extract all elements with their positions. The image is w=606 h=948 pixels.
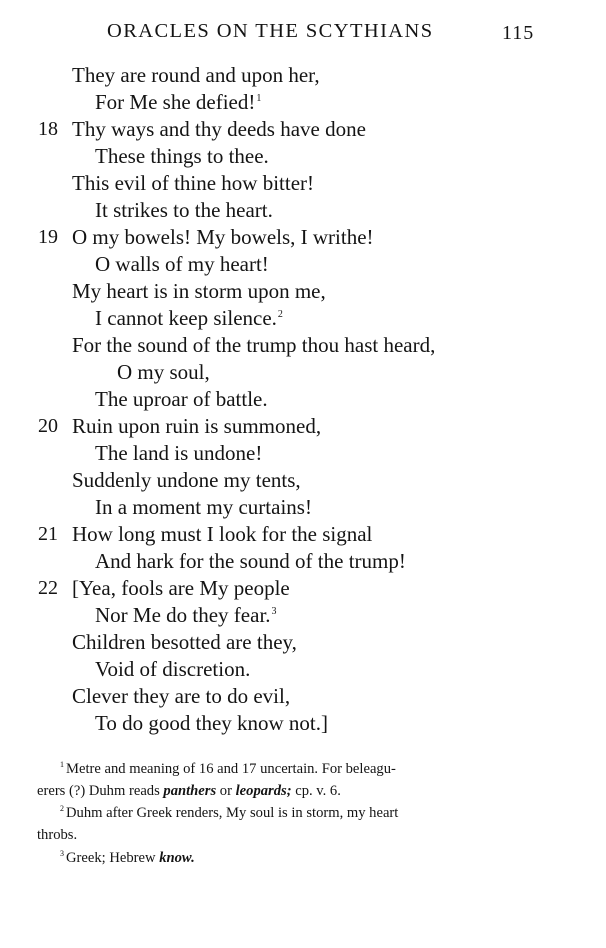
verse-number: 18 bbox=[38, 118, 58, 140]
line-text: This evil of thine how bitter! bbox=[72, 171, 315, 195]
poem-line bbox=[0, 170, 606, 197]
poem-line bbox=[0, 332, 606, 359]
footnote-text: cp. v. 6. bbox=[291, 783, 341, 799]
footnote-mark: 3 bbox=[60, 849, 64, 859]
line-text: These things to thee. bbox=[95, 144, 269, 168]
footnote-mark: 2 bbox=[60, 804, 64, 814]
line-text: It strikes to the heart. bbox=[95, 198, 273, 222]
footnote-text: Metre and meaning of 16 and 17 uncertain. For beleagu- bbox=[66, 761, 396, 777]
poem-line bbox=[0, 629, 606, 656]
line-text: My heart is in storm upon me, bbox=[72, 279, 326, 303]
poem-line-text bbox=[95, 656, 250, 683]
line-text: Clever they are to do evil, bbox=[72, 684, 291, 708]
footnote-1 bbox=[60, 758, 396, 780]
line-text: Suddenly undone my tents, bbox=[72, 468, 301, 492]
poem-line-text bbox=[72, 629, 297, 656]
poem-line-text bbox=[72, 62, 320, 89]
poem-line-text bbox=[95, 89, 261, 116]
footnote-text: Greek; Hebrew bbox=[66, 850, 160, 866]
poem-line bbox=[0, 683, 606, 710]
poem-line bbox=[0, 224, 606, 251]
poem-line-text bbox=[72, 278, 326, 305]
footnote-reference: 2 bbox=[277, 309, 283, 320]
footnote-text: or bbox=[216, 783, 236, 799]
poem-line-text bbox=[95, 494, 312, 521]
page-number: 115 bbox=[502, 22, 535, 44]
poem-line-text bbox=[72, 683, 290, 710]
footnote-italic: panthers bbox=[163, 783, 217, 799]
poem-line bbox=[0, 602, 606, 629]
line-text: O my soul, bbox=[117, 360, 210, 384]
line-text: I cannot keep silence. bbox=[95, 306, 277, 330]
poem-line bbox=[0, 710, 606, 737]
poem-line bbox=[0, 656, 606, 683]
poem-line-text bbox=[117, 359, 210, 386]
running-header bbox=[0, 20, 606, 46]
poem-line bbox=[0, 467, 606, 494]
poem-line-text bbox=[95, 602, 277, 629]
line-text: For the sound of the trump thou hast heard, bbox=[72, 333, 436, 357]
poem-line bbox=[0, 305, 606, 332]
line-text: For Me she defied! bbox=[95, 90, 256, 114]
running-title: ORACLES ON THE SCYTHIANS bbox=[107, 20, 434, 42]
line-text: Nor Me do they fear. bbox=[95, 603, 271, 627]
poem-line bbox=[0, 413, 606, 440]
poem-line-text bbox=[72, 521, 372, 548]
poem-line bbox=[0, 278, 606, 305]
line-text: The land is undone! bbox=[95, 441, 263, 465]
poem-line-text bbox=[72, 116, 366, 143]
poem-line bbox=[0, 143, 606, 170]
poem-line-text bbox=[95, 710, 328, 737]
footnote-2-continued bbox=[37, 824, 77, 846]
poem-line-text bbox=[95, 548, 406, 575]
poem-line bbox=[0, 494, 606, 521]
poem-line bbox=[0, 548, 606, 575]
footnote-3 bbox=[60, 847, 195, 869]
verse-number: 22 bbox=[38, 577, 58, 599]
footnote-text: erers (?) Duhm reads bbox=[37, 783, 164, 799]
line-text: And hark for the sound of the trump! bbox=[95, 549, 406, 573]
verse-number: 21 bbox=[38, 523, 58, 545]
poem-line-text bbox=[72, 170, 314, 197]
poem-line-text bbox=[95, 386, 268, 413]
poem-line bbox=[0, 251, 606, 278]
poem-line-text bbox=[72, 332, 435, 359]
line-text: In a moment my curtains! bbox=[95, 495, 312, 519]
line-text: O walls of my heart! bbox=[95, 252, 269, 276]
line-text: Children besotted are they, bbox=[72, 630, 297, 654]
footnote-text: Duhm after Greek renders, My soul is in storm, my heart bbox=[66, 805, 399, 821]
line-text: Void of discretion. bbox=[95, 657, 251, 681]
poem-line-text bbox=[72, 224, 374, 251]
line-text: O my bowels! My bowels, I writhe! bbox=[72, 225, 374, 249]
footnote-italic: leopards; bbox=[235, 783, 292, 799]
verse-number: 19 bbox=[38, 226, 58, 248]
footnote-mark: 1 bbox=[60, 760, 64, 770]
poem-line-text bbox=[72, 575, 290, 602]
poem-line-text bbox=[95, 143, 269, 170]
footnote-1-continued bbox=[37, 780, 341, 802]
footnote-reference: 3 bbox=[271, 606, 277, 617]
poem-line-text bbox=[95, 305, 283, 332]
line-text: To do good they know not.] bbox=[95, 711, 329, 735]
poem-body bbox=[0, 62, 606, 737]
poem-line-text bbox=[95, 251, 269, 278]
footnote-italic: know. bbox=[159, 850, 195, 866]
line-text: Ruin upon ruin is summoned, bbox=[72, 414, 322, 438]
poem-line bbox=[0, 116, 606, 143]
poem-line-text bbox=[95, 440, 262, 467]
poem-line-text bbox=[72, 467, 301, 494]
line-text: [Yea, fools are My people bbox=[72, 576, 290, 600]
poem-line bbox=[0, 575, 606, 602]
footnote-text: throbs. bbox=[37, 827, 78, 843]
poem-line-text bbox=[95, 197, 273, 224]
poem-line bbox=[0, 359, 606, 386]
footnote-reference: 1 bbox=[256, 93, 262, 104]
poem-line bbox=[0, 386, 606, 413]
poem-line bbox=[0, 521, 606, 548]
line-text: They are round and upon her, bbox=[72, 63, 320, 87]
footnote-2 bbox=[60, 802, 398, 824]
poem-line bbox=[0, 197, 606, 224]
poem-line bbox=[0, 89, 606, 116]
poem-line bbox=[0, 62, 606, 89]
line-text: How long must I look for the signal bbox=[72, 522, 373, 546]
line-text: Thy ways and thy deeds have done bbox=[72, 117, 366, 141]
line-text: The uproar of battle. bbox=[95, 387, 268, 411]
poem-line bbox=[0, 440, 606, 467]
poem-line-text bbox=[72, 413, 321, 440]
verse-number: 20 bbox=[38, 415, 58, 437]
